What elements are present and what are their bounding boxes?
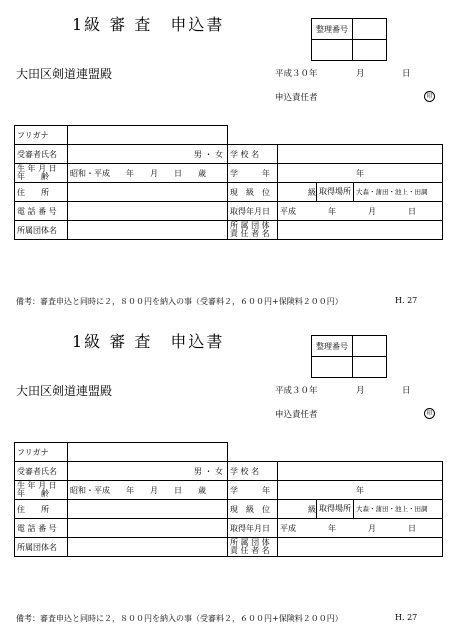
seiri-box[interactable] [353, 336, 387, 357]
group-label: 所属団体名 [15, 538, 68, 557]
group-label: 所属団体名 [15, 221, 68, 240]
birth-label: 生 年 月 日 年 齢 [15, 164, 68, 183]
grade-field[interactable]: 年 [278, 481, 443, 500]
phone-field[interactable] [68, 519, 228, 538]
date-era: 平成３０年 [275, 386, 318, 396]
date-day: 日 [402, 386, 411, 396]
note-code: H. 27 [395, 613, 418, 622]
name-label: 受審者氏名 [15, 145, 68, 164]
seiri-label: 整理番号 [312, 19, 353, 40]
school-field[interactable] [278, 462, 443, 481]
form-title: 1級 審 査 申込書 [72, 15, 225, 34]
rank-field[interactable]: 級 取得場所 大森・蒲田・池上・田調 [278, 500, 443, 519]
seal-mark: 印 [424, 91, 435, 102]
seiri-box-2[interactable] [353, 357, 387, 378]
school-field[interactable] [278, 145, 443, 164]
acquired-field[interactable]: 平成 年 月 日 [278, 202, 443, 221]
form-bottom [0, 317, 450, 631]
addressee: 大田区剣道連盟殿 [16, 67, 113, 81]
seiri-blank-left [312, 40, 353, 61]
form-top [0, 0, 450, 314]
group-field[interactable] [68, 538, 228, 557]
phone-label: 電 話 番 号 [15, 202, 68, 221]
applicant-table [14, 442, 443, 557]
birth-field[interactable]: 昭和・平成 年 月 日 歳 [68, 164, 228, 183]
seiri-number-table [311, 335, 387, 378]
date-day: 日 [402, 69, 411, 79]
address-field[interactable] [68, 183, 228, 202]
birth-field[interactable]: 昭和・平成 年 月 日 歳 [68, 481, 228, 500]
grade-field[interactable]: 年 [278, 164, 443, 183]
responsible-label: 申込責任者 [275, 93, 318, 103]
responsible-label: 申込責任者 [275, 410, 318, 420]
phone-field[interactable] [68, 202, 228, 221]
date-month: 月 [356, 69, 365, 79]
address-field[interactable] [68, 500, 228, 519]
seal-mark: 印 [424, 408, 435, 419]
acquired-field[interactable]: 平成 年 月 日 [278, 519, 443, 538]
date-month: 月 [356, 386, 365, 396]
address-label: 住 所 [15, 183, 68, 202]
form-title: 1級 審 査 申込書 [72, 332, 225, 351]
group-resp-field[interactable] [278, 538, 443, 557]
acquired-label: 取得年月日 [228, 519, 278, 538]
seiri-label: 整理番号 [312, 336, 353, 357]
seiri-blank-left [312, 357, 353, 378]
note-code: H. 27 [395, 296, 418, 305]
applicant-table [14, 125, 443, 240]
addressee: 大田区剣道連盟殿 [16, 384, 113, 398]
gender-field[interactable]: 男 ・ 女 [68, 462, 228, 481]
group-resp-field[interactable] [278, 221, 443, 240]
acquired-label: 取得年月日 [228, 202, 278, 221]
date-era: 平成３０年 [275, 69, 318, 79]
school-label: 学 校 名 [228, 145, 278, 164]
birth-label: 生 年 月 日 年 齢 [15, 481, 68, 500]
seiri-box-2[interactable] [353, 40, 387, 61]
furigana-label: フリガナ [15, 443, 68, 462]
rank-label: 現 級 位 [228, 183, 278, 202]
seiri-number-table [311, 18, 387, 61]
group-resp-label: 所 属 団 体 責 任 者 名 [228, 221, 278, 240]
rank-label: 現 級 位 [228, 500, 278, 519]
phone-label: 電 話 番 号 [15, 519, 68, 538]
address-label: 住 所 [15, 500, 68, 519]
note: 備考：審査申込と同時に２，８００円を納入の事（受審料２，６００円+保険料２００円） [16, 297, 343, 306]
name-label: 受審者氏名 [15, 462, 68, 481]
grade-label: 学 年 [228, 481, 278, 500]
rank-field[interactable]: 級 取得場所 大森・蒲田・池上・田調 [278, 183, 443, 202]
grade-label: 学 年 [228, 164, 278, 183]
school-label: 学 校 名 [228, 462, 278, 481]
gender-field[interactable]: 男 ・ 女 [68, 145, 228, 164]
group-field[interactable] [68, 221, 228, 240]
furigana-field[interactable] [68, 443, 228, 462]
furigana-label: フリガナ [15, 126, 68, 145]
group-resp-label: 所 属 団 体 責 任 者 名 [228, 538, 278, 557]
furigana-field[interactable] [68, 126, 228, 145]
seiri-box[interactable] [353, 19, 387, 40]
note: 備考：審査申込と同時に２，８００円を納入の事（受審料２，６００円+保険料２００円） [16, 614, 343, 623]
